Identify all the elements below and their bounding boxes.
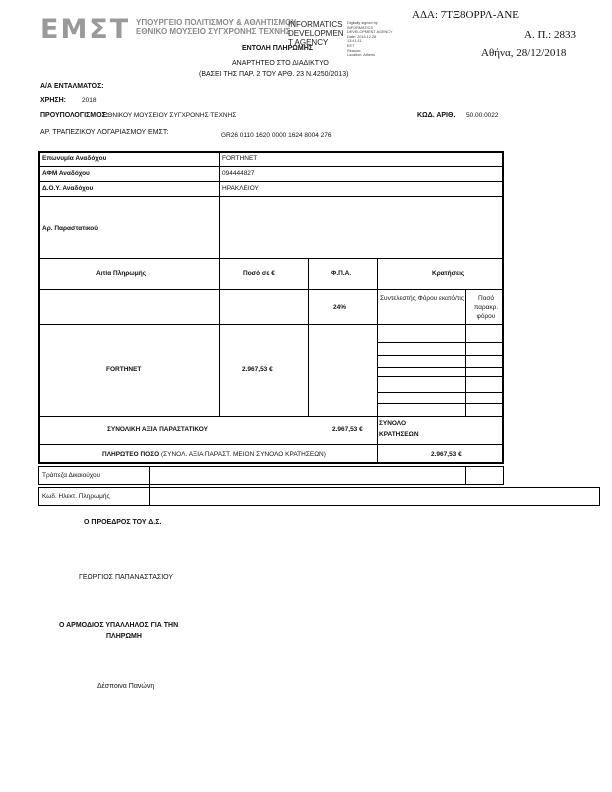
subtitle-1: ΑΝΑΡΤΗΤΕΟ ΣΤΟ ΔΙΑΔΙΚΤΥΟ <box>232 60 329 67</box>
col-vat: Φ.Π.Α. <box>331 270 352 277</box>
protocol-number: Α. Π.: 2833 <box>524 29 576 41</box>
payable-label-bold: ΠΛΗΡΩΤΕΟ ΠΟΣΟ <box>102 451 160 458</box>
bank-beneficiary-label: Τράπεζα Δικαιούχου <box>42 472 101 479</box>
signature-detail-line: EET <box>347 43 355 48</box>
ministry-line1: ΥΠΟΥΡΓΕΙΟ ΠΟΛΙΤΙΣΜΟΥ & ΑΘΛΗΤΙΣΜΟΥ <box>136 18 297 27</box>
afm-value: 094444827 <box>222 170 255 177</box>
col-reason: Αιτία Πληρωμής <box>96 270 147 277</box>
president-title: Ο ΠΡΟΕΔΡΟΣ ΤΟΥ Δ.Σ. <box>84 519 162 526</box>
sub-col-factor: Συντελεστής Φόρου εκατό/τις <box>380 295 465 302</box>
officer-title-2: ΠΛΗΡΩΜΗ <box>106 633 142 640</box>
bank-value: GR26 0110 1620 0000 1624 8004 276 <box>221 132 332 139</box>
officer-name: Δέσποινα Πανώνη <box>97 683 155 690</box>
e-payment-row <box>38 487 600 506</box>
order-no-label: Α/Α ΕΝΤΑΛΜΑΤΟΣ: <box>40 83 104 90</box>
place-date: Αθήνα, 28/12/2018 <box>481 47 567 59</box>
signature-detail-line: INFORMATICS <box>347 25 373 30</box>
vat-rate: 24% <box>333 304 347 311</box>
company-value: FORTHNET <box>222 155 258 162</box>
afm-label: ΑΦΜ Αναδόχου <box>42 170 90 177</box>
officer-title-1: Ο ΑΡΜΟΔΙΟΣ ΥΠΑΛΛΗΛΟΣ ΓΙΑ ΤΗΝ <box>59 622 179 629</box>
line-reason: FORTHNET <box>106 366 142 373</box>
code-label: ΚΩΔ. ΑΡΙΘ. <box>417 112 456 119</box>
year-value: 2018 <box>82 97 97 104</box>
total-deductions-label-1: ΣΥΝΟΛΟ <box>379 420 407 427</box>
agency-line1: INFORMATICS <box>288 20 343 29</box>
logo-text: ΕΜΣΤ <box>40 17 131 43</box>
bank-beneficiary-row <box>38 466 504 485</box>
col-deductions: Κρατήσεις <box>432 270 465 277</box>
total-value: 2.967,53 € <box>332 426 363 433</box>
signature-detail-line: Location: Athens <box>347 53 376 58</box>
signature-detail-line: DEVELOPMENT AGENCY <box>347 30 393 35</box>
doc-title: ΕΝΤΟΛΗ ΠΛΗΡΩΜΗΣ <box>242 45 313 52</box>
company-label: Επωνυμία Αναδόχου <box>42 155 107 162</box>
agency-line3: T AGENCY <box>288 38 329 47</box>
signature-stamp-details <box>347 21 393 58</box>
total-deductions-label-2: ΚΡΑΤΗΣΕΩΝ <box>379 431 419 438</box>
payable-value: 2.967,53 € <box>431 451 462 458</box>
payment-table <box>38 151 504 464</box>
invoice-label: Αρ. Παραστατικού <box>42 225 99 232</box>
signature-detail-line: Date: 2018.12.28 <box>347 34 377 39</box>
col-amount: Ποσό σε € <box>243 270 275 277</box>
signature-detail-line: Reason: <box>347 48 362 53</box>
total-label: ΣΥΝΟΛΙΚΗ ΑΞΙΑ ΠΑΡΑΣΤΑΤΙΚΟΥ <box>107 426 208 433</box>
code-value: 50.00.0022 <box>466 112 499 119</box>
budget-label: ΠΡΟΥΠΟΛΟΓΙΣΜΟΣ: <box>40 112 109 119</box>
president-name: ΓΕΩΡΓΙΟΣ ΠΑΠΑΝΑΣΤΑΣΙΟΥ <box>79 574 174 581</box>
line-amount: 2.967,53 € <box>242 366 273 373</box>
e-payment-label: Κωδ. Ηλεκτ. Πληρωμής <box>42 493 110 500</box>
doy-value: ΗΡΑΚΛΕΙΟΥ <box>222 185 259 192</box>
subtitle-2: (ΒΑΣΕΙ ΤΗΣ ΠΑΡ. 2 ΤΟΥ ΑΡΘ. 23 Ν.4250/2013) <box>199 71 349 78</box>
signature-stamp-agency <box>288 20 344 47</box>
bank-label: ΑΡ. ΤΡΑΠΕΖΙΚΟΥ ΛΟΓΑΡΙΑΣΜΟΥ ΕΜΣΤ: <box>40 129 169 136</box>
ministry-block <box>136 18 296 36</box>
ministry-line2: ΕΘΝΙΚΟ ΜΟΥΣΕΙΟ ΣΥΓΧΡΟΝΗΣ ΤΕΧΝΗΣ <box>136 27 291 36</box>
emst-logo <box>40 17 132 43</box>
ada-code: ΑΔΑ: 7ΤΞ8ΟΡΡΛ-ΑΝΕ <box>412 9 519 21</box>
agency-line2: DEVELOPMEN <box>288 29 344 38</box>
sub-col-withheld: Ποσό παρακρ. φόρου <box>473 295 499 320</box>
payable-label-rest: (ΣΥΝΟΛ. ΑΞΙΑ ΠΑΡΑΣΤ. ΜΕΙΟΝ ΣΥΝΟΛΟ ΚΡΑΤΗΣΕΩΝ) <box>160 451 326 458</box>
payable-label <box>102 451 326 458</box>
signature-detail-line: 13:41:11 <box>347 39 362 44</box>
signature-detail-line: Digitally signed by <box>347 21 378 25</box>
doy-label: Δ.Ο.Υ. Αναδόχου <box>42 185 94 192</box>
budget-value: ΕΘΝΙΚΟΥ ΜΟΥΣΕΙΟΥ ΣΥΓΧΡΟΝΗΣ ΤΕΧΝΗΣ <box>103 112 237 119</box>
year-label: ΧΡΗΣΗ: <box>40 97 66 104</box>
